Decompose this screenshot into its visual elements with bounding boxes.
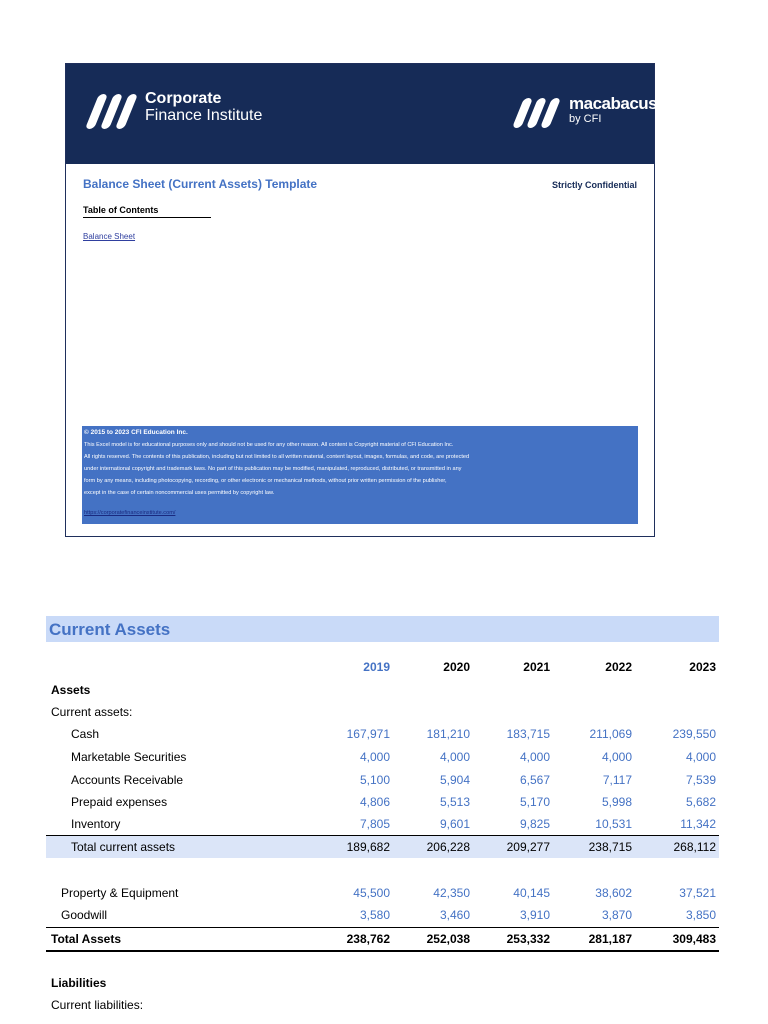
row-label: Marketable Securities [71, 750, 187, 764]
cell-value: 181,210 [426, 727, 470, 741]
copyright-heading: © 2015 to 2023 CFI Education Inc. [84, 429, 188, 436]
cell-value: 7,539 [685, 773, 716, 787]
assets-heading-row [46, 679, 719, 701]
year-header: 2023 [689, 660, 716, 674]
row-label: Total current assets [71, 840, 176, 854]
cell-value: 309,483 [672, 932, 716, 946]
cell-value: 10,531 [595, 817, 632, 831]
row-label: Property & Equipment [61, 886, 179, 900]
cell-value: 5,904 [439, 773, 470, 787]
year-header: 2020 [443, 660, 470, 674]
row-label: Goodwill [61, 908, 108, 922]
cell-value: 167,971 [346, 727, 390, 741]
copyright-line: This Excel model is for educational purposes only and should not be used for any other reason. All content is Copyright material of CFI Education Inc. [84, 442, 454, 448]
assets-heading: Assets [51, 683, 91, 697]
year-header-row [46, 656, 719, 678]
cell-value: 4,000 [519, 750, 550, 764]
cfi-logo-icon [84, 94, 136, 130]
section-title: Current Assets [49, 620, 171, 639]
copyright-line: under international copyright and trademark laws. No part of this publication may be modified, manipulated, reproduced, distributed, or transmitted in any [84, 466, 462, 472]
cell-value: 7,805 [359, 817, 390, 831]
year-header: 2022 [605, 660, 632, 674]
table-row [46, 723, 719, 745]
current-liabilities-heading-row [46, 994, 719, 1016]
cell-value: 5,682 [685, 795, 716, 809]
cfi-brand-name [145, 90, 262, 124]
cell-value: 206,228 [426, 840, 470, 854]
cell-value: 239,550 [672, 727, 716, 741]
cell-value: 253,332 [506, 932, 550, 946]
cell-value: 5,100 [359, 773, 390, 787]
row-label: Accounts Receivable [71, 773, 184, 787]
cell-value: 189,682 [346, 840, 390, 854]
table-row [46, 904, 719, 926]
cell-value: 7,117 [602, 773, 632, 787]
total-assets-row [46, 927, 719, 952]
cell-value: 3,580 [359, 908, 390, 922]
cell-value: 5,170 [519, 795, 550, 809]
confidential-label: Strictly Confidential [551, 180, 637, 190]
copyright-line: form by any means, including photocopying, recording, or other electronic or mechanical methods, without prior written permission of the publisher, [84, 478, 447, 484]
cell-value: 40,145 [513, 886, 550, 900]
cell-value: 281,187 [588, 932, 632, 946]
partner-line-2: by CFI [569, 113, 602, 125]
cell-value: 238,715 [588, 840, 632, 854]
cell-value: 4,000 [685, 750, 716, 764]
brand-line-2: Finance Institute [145, 107, 263, 124]
copyright-line: All rights reserved. The contents of this publication, including but not limited to all written material, content layout, images, formulas, and code, are protected [84, 454, 470, 460]
total-current-assets-row [46, 835, 719, 858]
current-liabilities-heading: Current liabilities: [51, 998, 144, 1012]
brand-line-1: Corporate [145, 90, 222, 107]
cell-value: 268,112 [673, 840, 716, 854]
cell-value: 37,521 [679, 886, 716, 900]
website-link[interactable]: https://corporatefinanceinstitute.com/ [84, 510, 176, 516]
macabacus-logo-icon [510, 98, 562, 134]
toc-link-balance-sheet[interactable]: Balance Sheet [83, 232, 136, 241]
cell-value: 183,715 [506, 727, 550, 741]
table-row [46, 791, 719, 813]
cell-value: 9,601 [439, 817, 470, 831]
row-label: Total Assets [51, 932, 122, 946]
cell-value: 11,342 [680, 817, 716, 831]
liabilities-heading: Liabilities [51, 976, 107, 990]
header-banner [66, 64, 658, 164]
copyright-line: except in the case of certain noncommercial uses permitted by copyright law. [84, 490, 275, 496]
row-label: Prepaid expenses [71, 795, 168, 809]
table-row [46, 769, 719, 791]
toc-title: Table of Contents [83, 205, 211, 218]
year-header: 2021 [523, 660, 550, 674]
cell-value: 3,460 [439, 908, 470, 922]
macabacus-brand-name [569, 95, 657, 126]
cell-value: 3,850 [685, 908, 716, 922]
cell-value: 209,277 [506, 840, 550, 854]
row-label: Inventory [71, 817, 121, 831]
cell-value: 252,038 [426, 932, 470, 946]
copyright-notice [82, 426, 638, 524]
table-row [46, 813, 719, 835]
section-header [46, 616, 719, 642]
cell-value: 45,500 [353, 886, 390, 900]
cover-sheet [65, 63, 658, 537]
year-header: 2019 [363, 660, 390, 674]
cell-value: 3,910 [519, 908, 550, 922]
cell-value: 5,998 [601, 795, 632, 809]
cell-value: 5,513 [439, 795, 470, 809]
current-assets-heading: Current assets: [51, 705, 133, 719]
partner-line-1: macabacus [569, 94, 658, 113]
cell-value: 238,762 [346, 932, 390, 946]
cell-value: 42,350 [433, 886, 470, 900]
cell-value: 4,000 [439, 750, 470, 764]
cell-value: 38,602 [595, 886, 632, 900]
current-assets-heading-row [46, 701, 719, 723]
table-row [46, 746, 719, 768]
row-label: Cash [71, 727, 100, 741]
cell-value: 4,000 [359, 750, 390, 764]
cell-value: 3,870 [601, 908, 632, 922]
cell-value: 9,825 [519, 817, 550, 831]
document-title: Balance Sheet (Current Assets) Template [83, 177, 318, 191]
cell-value: 4,000 [601, 750, 632, 764]
table-row [46, 882, 719, 904]
cell-value: 6,567 [519, 773, 550, 787]
cell-value: 211,069 [589, 727, 632, 741]
liabilities-heading-row [46, 972, 719, 994]
cell-value: 4,806 [359, 795, 390, 809]
